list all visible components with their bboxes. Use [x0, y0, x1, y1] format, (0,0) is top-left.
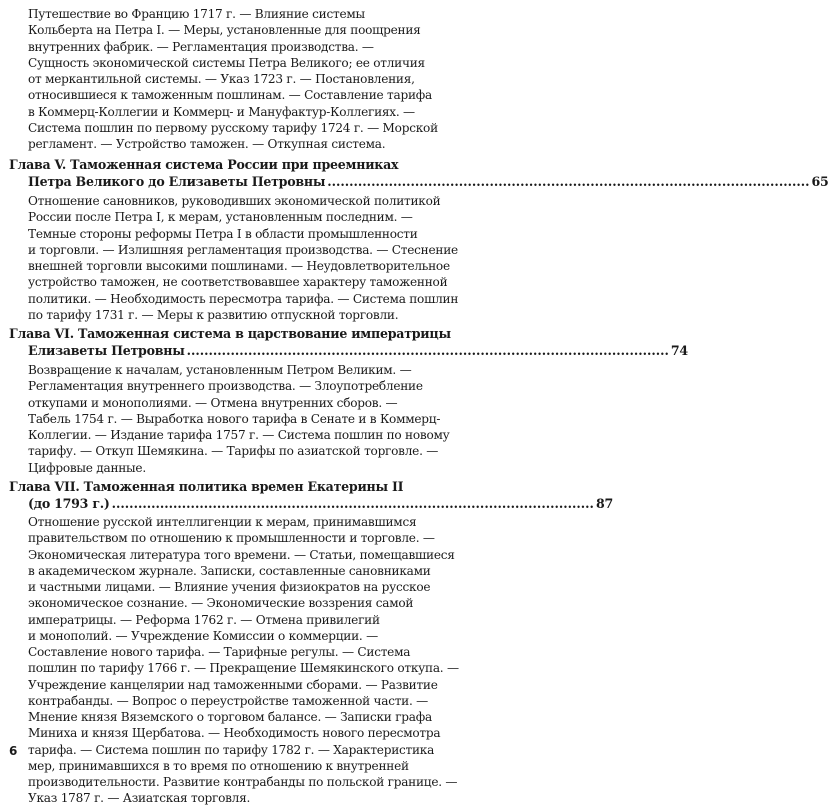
- text-line: Табель 1754 г. — Выработка нового тарифа в Сенате и в Коммерц-: [28, 411, 441, 426]
- text-line: откупами и монополиями. — Отмена внутренних сборов. —: [28, 395, 398, 410]
- text-line: Миниха и князя Щербатова. — Необходимость нового пересмотра: [28, 726, 441, 741]
- text-line: Мнение князя Вяземского о торговом балансе. — Записки графа: [28, 710, 432, 724]
- text-line: тарифу. — Откуп Шемякина. — Тарифы по азиатской торговле. —: [28, 444, 439, 459]
- text-line: Коллегии. — Издание тарифа 1757 г. — Система пошлин по новому: [28, 428, 450, 442]
- chapter-page-number: 74: [670, 342, 688, 358]
- text-line: России после Петра I, к мерам, установленным последним. —: [28, 210, 413, 225]
- chapter-v-description: [28, 193, 459, 323]
- chapter-title-cont: Петра Великого до Елизаветы Петровны: [28, 173, 326, 189]
- text-line: Кольберта на Петра I. — Меры, установленные для поощрения: [28, 23, 421, 38]
- text-line: правительством по отношению к промышленности и торговле. —: [28, 531, 435, 546]
- text-line: относившиеся к таможенным пошлинам. — Составление тарифа: [28, 88, 432, 103]
- text-line: Система пошлин по первому русскому тарифу 1724 г. — Морской: [28, 120, 438, 135]
- chapter-title: Глава V. Таможенная система России при преемниках: [9, 157, 399, 172]
- dot-leader: ..............................................................................................................: [186, 342, 669, 358]
- text-line: Путешествие во Францию 1717 г. — Влияние системы: [28, 7, 365, 21]
- chapter-iv-description: [28, 6, 446, 152]
- chapter-title: Глава VI. Таможенная система в царствование императрицы: [9, 326, 451, 341]
- text-line: регламент. — Устройство таможен. — Откупная система.: [28, 137, 386, 151]
- chapter-v-heading[interactable]: [9, 157, 829, 190]
- chapter-vi-heading[interactable]: [9, 326, 688, 359]
- text-line: Отношение сановников, руководивших экономической политикой: [28, 194, 441, 208]
- text-line: Отношение русской интеллигенции к мерам, принимавшимся: [28, 515, 417, 529]
- text-line: политики. — Необходимость пересмотра тарифа. — Система пошлин: [28, 291, 459, 306]
- text-line: Темные стороны реформы Петра I в области промышленности: [28, 226, 418, 241]
- dot-leader: ..............................................................................................................: [327, 173, 810, 189]
- chapter-vii-heading[interactable]: [9, 479, 613, 512]
- text-line: Составление нового тарифа. — Тарифные регулы. — Система: [28, 645, 411, 659]
- text-line: Цифровые данные.: [28, 460, 146, 475]
- text-line: императрицы. — Реформа 1762 г. — Отмена привилегий: [28, 612, 380, 627]
- text-line: в Коммерц-Коллегии и Коммерц- и Мануфактур-Коллегиях. —: [28, 104, 415, 119]
- chapter-title: Глава VII. Таможенная политика времен Екатерины II: [9, 479, 404, 494]
- text-line: Возвращение к началам, установленным Петром Великим. —: [28, 363, 412, 377]
- text-line: Указ 1787 г. — Азиатская торговля.: [28, 791, 251, 806]
- text-line: мер, принимавшихся в то время по отношению к внутренней: [28, 758, 409, 773]
- chapter-page-number: 87: [595, 495, 613, 511]
- text-line: и частными лицами. — Влияние учения физиократов на русское: [28, 580, 431, 594]
- chapter-vi-description: [28, 362, 450, 476]
- chapter-page-number: 65: [811, 173, 829, 189]
- text-line: Сущность экономической системы Петра Великого; ее отличия: [28, 55, 425, 70]
- text-line: производительности. Развитие контрабанды по польской границе. —: [28, 775, 458, 789]
- text-line: в академическом журнале. Записки, составленные сановниками: [28, 563, 431, 578]
- text-line: Регламентация внутреннего производства. — Злоупотребление: [28, 379, 423, 394]
- text-line: экономическое сознание. — Экономические воззрения самой: [28, 596, 414, 611]
- dot-leader: ..............................................................................................................: [111, 495, 594, 511]
- text-line: внешней торговли высокими пошлинами. — Неудовлетворительное: [28, 259, 450, 273]
- text-line: Учреждение канцелярии над таможенными сборами. — Развитие: [28, 677, 438, 692]
- text-line: пошлин по тарифу 1766 г. — Прекращение Шемякинского откупа. —: [28, 661, 459, 676]
- text-line: по тарифу 1731 г. — Меры к развитию отпускной торговли.: [28, 307, 399, 322]
- text-line: и торговли. — Излишняя регламентация производства. — Стеснение: [28, 242, 458, 257]
- page-number: 6: [9, 744, 18, 758]
- chapter-title-cont: (до 1793 г.): [28, 495, 110, 511]
- text-line: от меркантильной системы. — Указ 1723 г. — Постановления,: [28, 72, 415, 86]
- text-line: внутренних фабрик. — Регламентация производства. —: [28, 39, 374, 54]
- chapter-title-cont: Елизаветы Петровны: [28, 342, 185, 358]
- text-line: и монополий. — Учреждение Комиссии о коммерции. —: [28, 628, 378, 643]
- text-line: устройство таможен, не соответствовавшее характеру таможенной: [28, 275, 448, 290]
- chapter-vii-description: [28, 514, 459, 807]
- text-line: контрабанды. — Вопрос о переустройстве таможенной части. —: [28, 693, 429, 708]
- text-line: Экономическая литература того времени. — Статьи, помещавшиеся: [28, 547, 455, 562]
- text-line: тарифа. — Система пошлин по тарифу 1782 г. — Характеристика: [28, 742, 435, 757]
